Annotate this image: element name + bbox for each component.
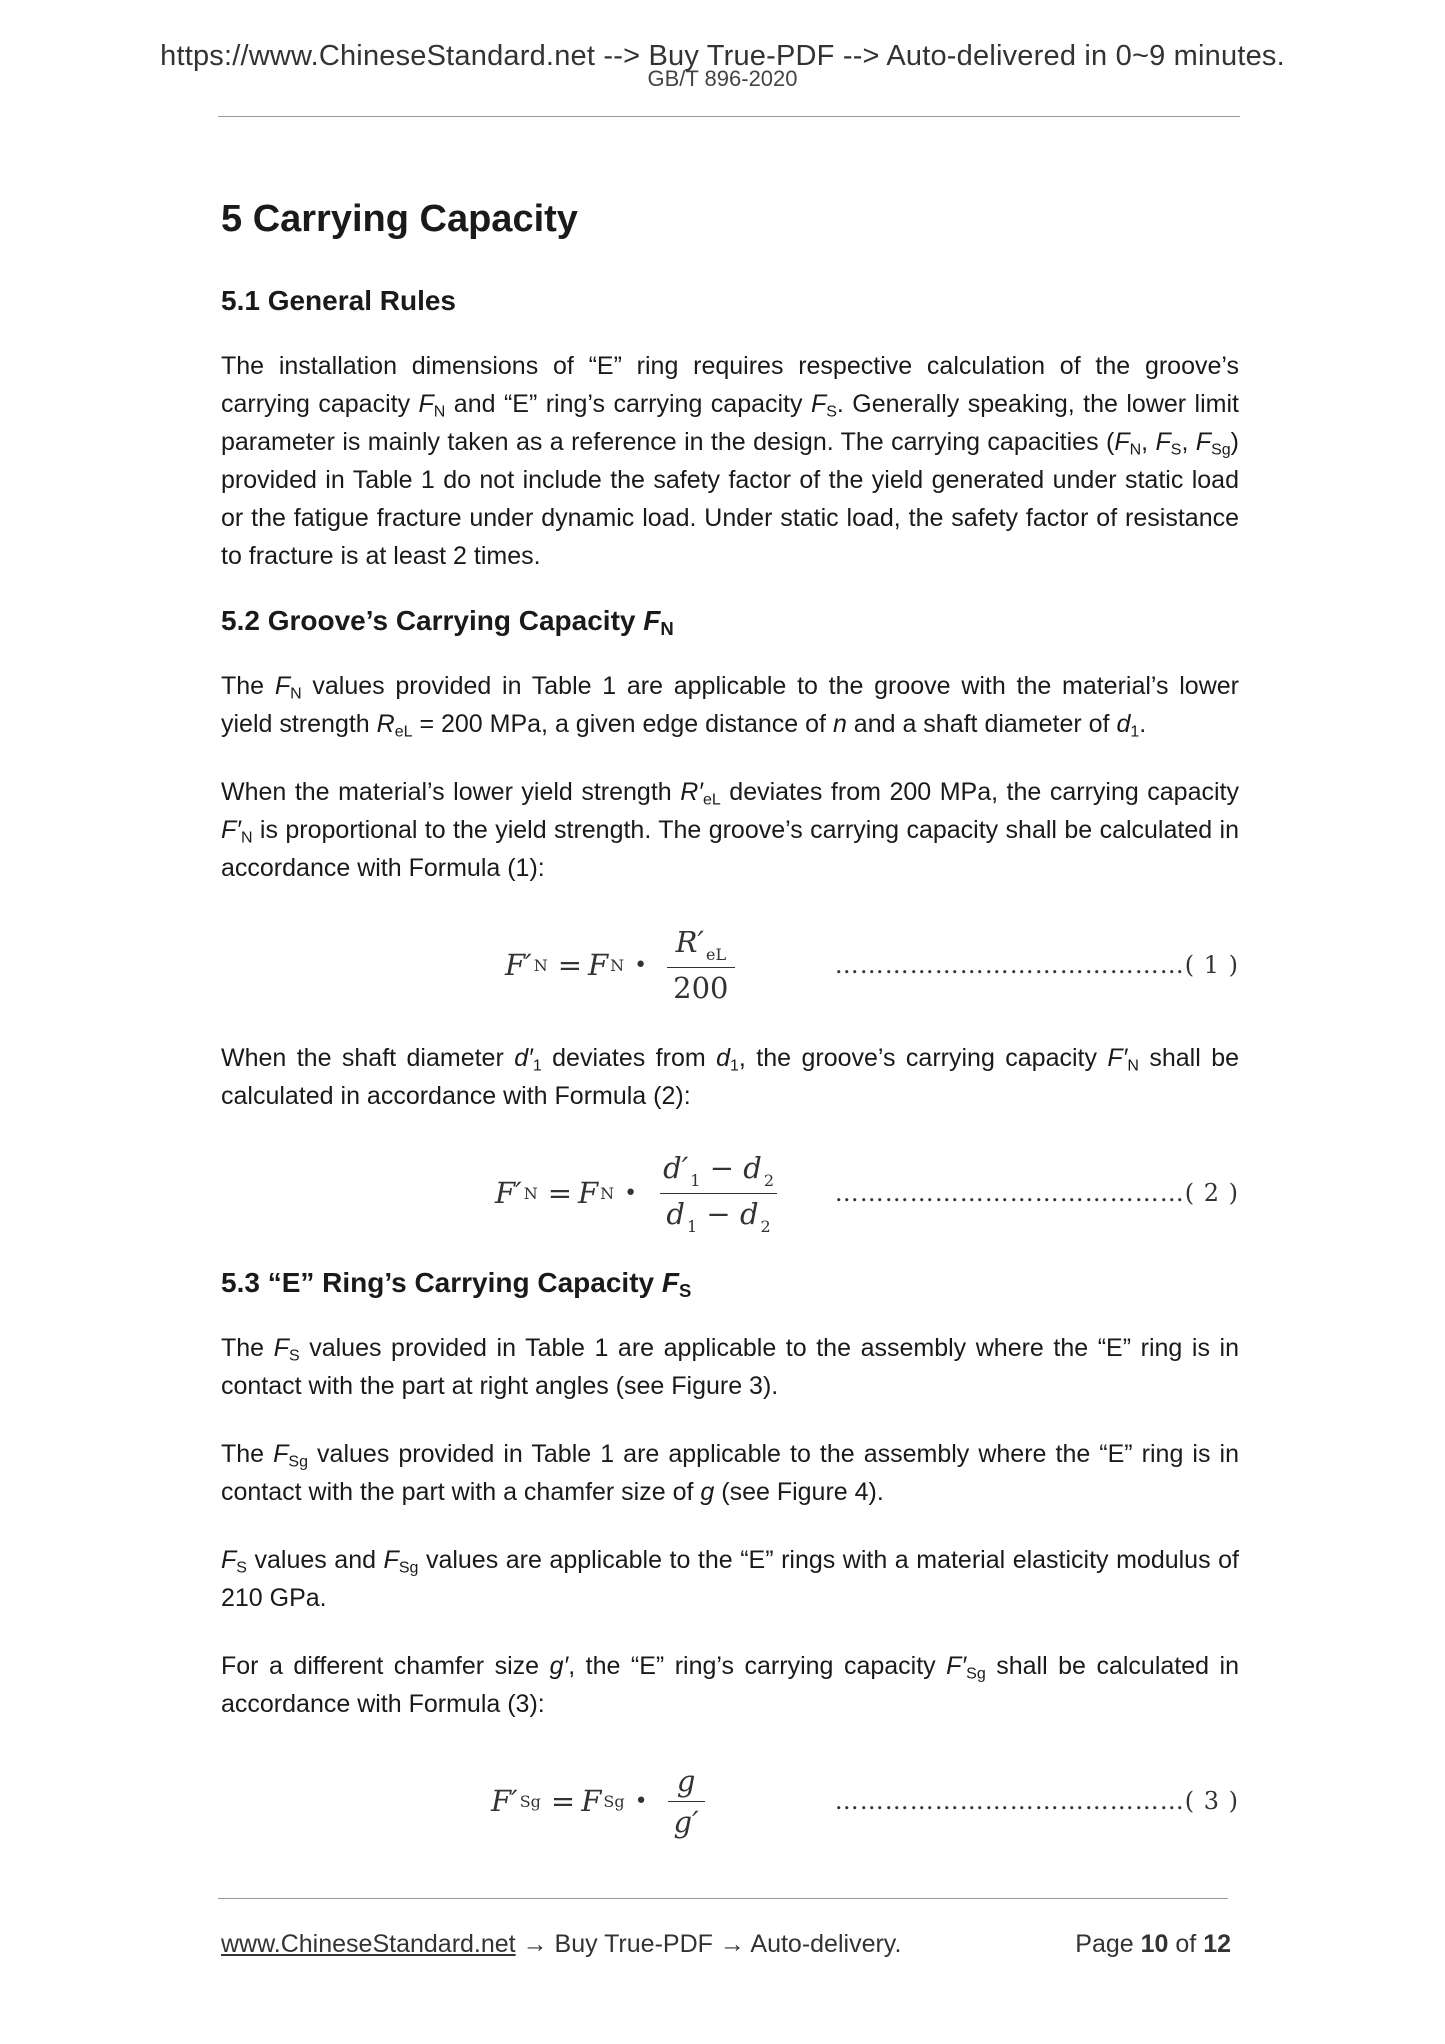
formula-2-fraction: $\frac{d' _1 - d _2}{d _1 - d _2}$ xyxy=(657,1151,780,1236)
formula-3-fraction: $\frac{g}{g'}$ xyxy=(668,1764,705,1839)
paragraph-5-3-a: The $F_S$ values provided in Table 1 are applicable to the assembly where the “E” ring is in contact with the part at right angles (see Figure 3). xyxy=(221,1334,1239,1400)
subsection-heading-5-2: 5.2 Groove’s Carrying Capacity $F_N$ xyxy=(221,605,674,640)
section-title: 5 Carrying Capacity xyxy=(221,198,578,240)
paragraph-5-3-b: The $F_{Sg}$ values provided in Table 1 are applicable to the assembly where the “E” ring is in contact with the part with a chamfer size of g (see Figure 4). xyxy=(221,1440,1239,1506)
page-number: Page 10 of 12 xyxy=(1075,1930,1231,1958)
formula-3-number: ……………………………………( 3 ) xyxy=(834,1787,1239,1815)
header-url-banner: https://www.ChineseStandard.net --> Buy True-PDF --> Auto-delivered in 0~9 minutes. xyxy=(160,40,1285,72)
paragraph-5-3-d: For a different chamfer size g′, the “E” ring’s carrying capacity $F'_{Sg}$ shall be calculated in accordance with Formula (3): xyxy=(221,1652,1239,1718)
paragraph-5-3-c: $F_S$ values and $F_{Sg}$ values are applicable to the “E” rings with a material elasticity modulus of 210 GPa. xyxy=(221,1546,1239,1612)
formula-2: F′ N = F N • $\frac{d' _1 - d _2}{d _1 - d _2}$ ……………………………………( 2 ) xyxy=(221,1145,1239,1241)
footer-site-link[interactable]: www.ChineseStandard.net xyxy=(221,1930,516,1958)
footer-tagline: → Buy True-PDF → Auto-delivery. xyxy=(515,1930,902,1958)
formula-1-fraction: $\frac{R' _{eL}}{200}$ xyxy=(667,925,734,1005)
subsection-heading-5-1: 5.1 General Rules xyxy=(221,285,457,316)
paragraph-5-2-b: When the material’s lower yield strength $R'_{eL}$ deviates from 200 MPa, the carrying capacity $F'_N$ is proportional to the yield strength. The groove’s carrying capacity shall be calculated in accordance with Formula (1): xyxy=(221,778,1239,882)
formula-2-number: ……………………………………( 2 ) xyxy=(834,1179,1239,1207)
paragraph-5-2-a: The $F_N$ values provided in Table 1 are applicable to the groove with the material’s lower yield strength $R_{eL} = 200$ MPa, a given edge distance of n and a shaft diameter of $d_1$. xyxy=(221,672,1239,741)
formula-1: F′ N = F N • $\frac{R' _{eL}}{200}$ ……………………………………( 1 ) xyxy=(221,917,1239,1013)
paragraph-5-2-c: When the shaft diameter $d'_1$ deviates from $d_1$, the groove’s carrying capacity $F'_N$ shall be calculated in accordance with Formula (2): xyxy=(221,1044,1240,1110)
footer-divider xyxy=(218,1898,1228,1899)
standard-code: GB/T 896-2020 xyxy=(647,66,798,91)
subsection-heading-5-3: 5.3 “E” Ring’s Carrying Capacity $F_S$ xyxy=(221,1267,692,1302)
page-content xyxy=(221,198,1239,1875)
formula-1-number: ……………………………………( 1 ) xyxy=(834,951,1239,979)
header-divider xyxy=(218,116,1240,117)
paragraph-5-1: The installation dimensions of “E” ring requires respective calculation of the groove’s carrying capacity $F_N$ and “E” ring’s carrying capacity $F_S$. Generally speaking, the lower limit parameter is mainly taken as a reference in the design. The carrying capacities ($F_N$, $F_S$, $F_{Sg}$) provided in Table 1 do not include the safety factor of the yield generated under static load or the fatigue fracture under dynamic load. Under static load, the safety factor of resistance to fracture is at least 2 times. xyxy=(221,352,1239,570)
formula-3: F′ Sg = F Sg • $\frac{g}{g'}$ ……………………………………( 3 ) xyxy=(221,1753,1239,1849)
